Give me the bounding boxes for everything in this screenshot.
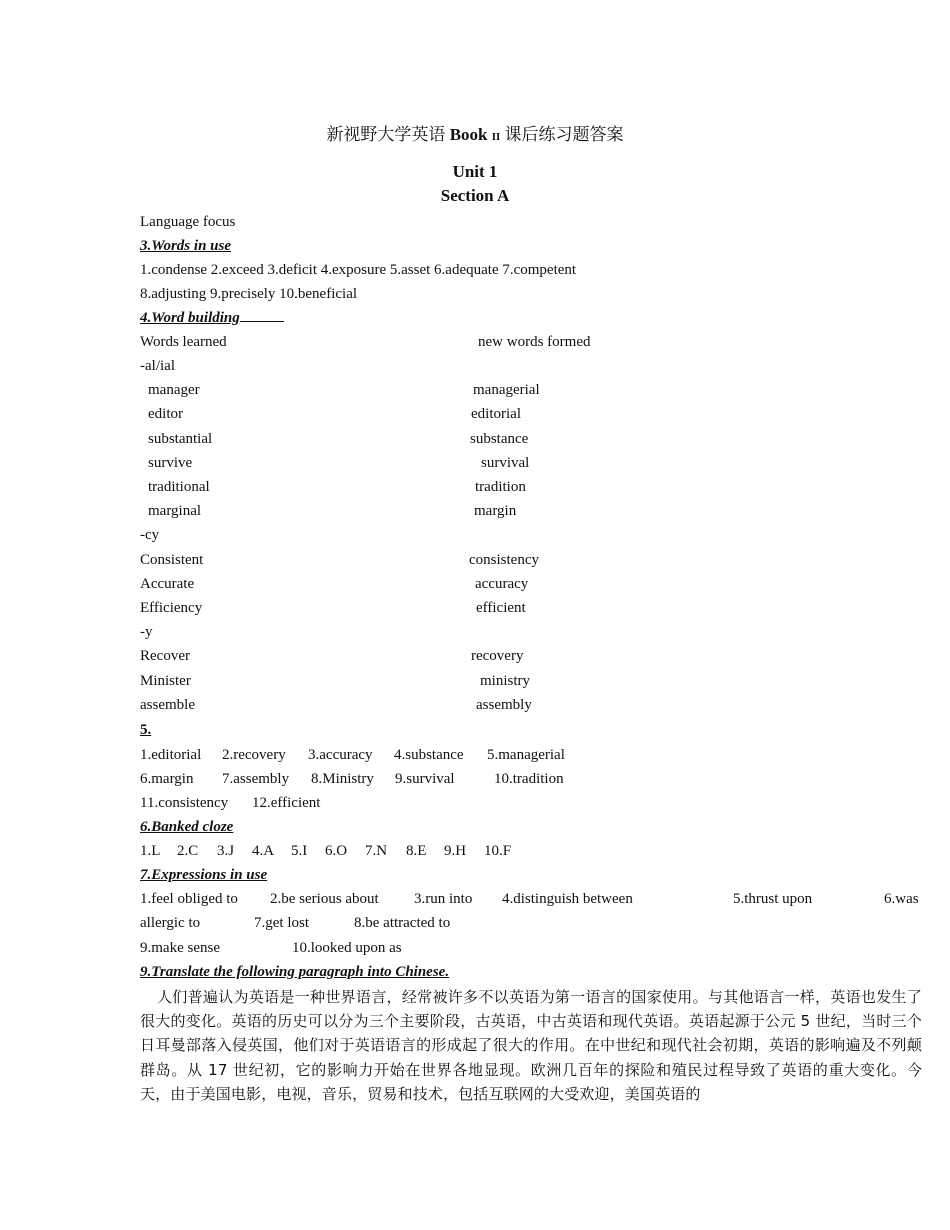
title-roman: II <box>491 131 501 143</box>
translate-heading: 9.Translate the following paragraph into Chinese. <box>140 964 450 980</box>
words-in-use-line-1: 1.condense 2.exceed 3.deficit 4.exposure 5.asset 6.adequate 7.competent <box>140 262 577 278</box>
page-title <box>0 124 950 148</box>
translation-paragraph: 人们普遍认为英语是一种世界语言，经常被许多不以英语为第一语言的国家使用。与其他语言一样，英语也发生了很大的变化。英语的历史可以分为三个主要阶段，古英语，中古英语和现代英语。英语起源于公元 5 世纪，当时三个日耳曼部落入侵英国，他们对于英语语言的形成起了很大的作用。在中世纪和现代社会初期，英语的影响遍及不列颠群岛。从 17 世纪初，它的影响力开始在世界各地显现。欧洲几百年的探险和殖民过程导致了英语的重大变化。今天，由于美国电影，电视，音乐，贸易和技术，包括互联网的大受欢迎，美国英语的 <box>140 988 922 1103</box>
expressions-heading: 7.Expressions in use <box>140 867 268 883</box>
exercise-5-answer: 10.tradition <box>494 771 564 788</box>
word-building-heading-wrap <box>140 308 284 328</box>
word-formed: ministry <box>480 672 531 689</box>
word-learned: Minister <box>140 672 191 689</box>
word-learned: marginal <box>148 503 202 520</box>
exercise-5-answer: 5.managerial <box>487 747 565 763</box>
cloze-answer: 6.O <box>325 843 348 859</box>
cloze-answer: 9.H <box>444 843 467 859</box>
suffix-label: -cy <box>140 527 160 544</box>
suffix-label: -y <box>140 624 153 641</box>
word-learned: substantial <box>148 430 213 447</box>
cloze-answer: 7.N <box>365 843 388 859</box>
words-in-use-heading: 3.Words in use <box>140 238 231 254</box>
title-suffix: 课后练习题答案 <box>504 125 624 144</box>
word-formed: tradition <box>475 479 526 495</box>
word-learned: Accurate <box>140 575 195 592</box>
expression-answer: 3.run into <box>414 891 473 907</box>
exercise-5-answer: 9.survival <box>395 771 455 788</box>
word-learned: survive <box>148 454 193 471</box>
expression-answer: 6.was <box>884 891 919 907</box>
word-learned: Consistent <box>140 551 204 568</box>
word-formed: consistency <box>469 551 539 568</box>
cloze-answer: 2.C <box>177 843 199 859</box>
exercise-5-answer: 4.substance <box>394 747 464 763</box>
expression-answer: 8.be attracted to <box>354 915 451 931</box>
word-learned: manager <box>148 382 200 399</box>
word-building-heading: 4.Word building <box>140 310 240 326</box>
cloze-answer: 5.I <box>291 843 308 859</box>
word-formed: editorial <box>471 406 521 423</box>
cloze-answer: 8.E <box>406 843 427 859</box>
exercise-5-answer: 3.accuracy <box>308 747 373 763</box>
expression-answer: 2.be serious about <box>270 891 379 907</box>
word-formed: survival <box>481 454 530 471</box>
cloze-answer: 10.F <box>484 843 512 859</box>
suffix-label: -al/ial <box>140 358 175 374</box>
unit-heading: Unit 1 <box>452 162 498 181</box>
cloze-answer: 1.L <box>140 843 161 859</box>
section-heading: Section A <box>440 186 510 205</box>
heading-underline <box>240 320 284 322</box>
exercise-5-answer: 11.consistency <box>140 795 229 812</box>
column-words-learned: Words learned <box>140 334 227 350</box>
title-prefix: 新视野大学英语 <box>326 125 446 144</box>
expression-answer: 4.distinguish between <box>502 891 633 907</box>
expression-answer: 1.feel obliged to <box>140 891 238 907</box>
column-new-words-formed: new words formed <box>478 334 591 350</box>
expression-answer: 5.thrust upon <box>733 891 813 907</box>
cloze-answer: 3.J <box>217 843 235 859</box>
cloze-answer: 4.A <box>252 843 275 859</box>
word-learned: assemble <box>140 696 195 713</box>
language-focus-label: Language focus <box>140 214 236 230</box>
word-formed: recovery <box>471 648 524 665</box>
expression-answer: 7.get lost <box>254 915 309 931</box>
exercise-5-answer: 1.editorial <box>140 747 202 763</box>
words-in-use-line-2: 8.adjusting 9.precisely 10.beneficial <box>140 286 358 302</box>
exercise-5-answer: 12.efficient <box>252 795 321 812</box>
word-formed: assembly <box>476 696 532 713</box>
exercise-5-answer: 8.Ministry <box>311 771 374 788</box>
word-learned: Efficiency <box>140 600 203 616</box>
exercise-5-answer: 2.recovery <box>222 747 286 763</box>
exercise-5-answer: 6.margin <box>140 771 194 788</box>
word-learned: editor <box>148 406 183 423</box>
exercise-5-heading: 5. <box>140 722 152 738</box>
expression-answer: 10.looked upon as <box>292 940 402 956</box>
word-formed: accuracy <box>475 575 529 592</box>
expression-answer: 9.make sense <box>140 940 220 956</box>
word-learned: traditional <box>148 479 210 495</box>
title-book: Book <box>449 125 488 144</box>
expression-answer: allergic to <box>140 915 201 931</box>
word-formed: substance <box>470 430 529 447</box>
word-learned: Recover <box>140 648 190 665</box>
banked-cloze-heading: 6.Banked cloze <box>140 819 234 835</box>
word-formed: efficient <box>476 600 526 616</box>
exercise-5-answer: 7.assembly <box>222 771 290 788</box>
word-formed: margin <box>474 503 517 520</box>
word-formed: managerial <box>473 382 540 399</box>
